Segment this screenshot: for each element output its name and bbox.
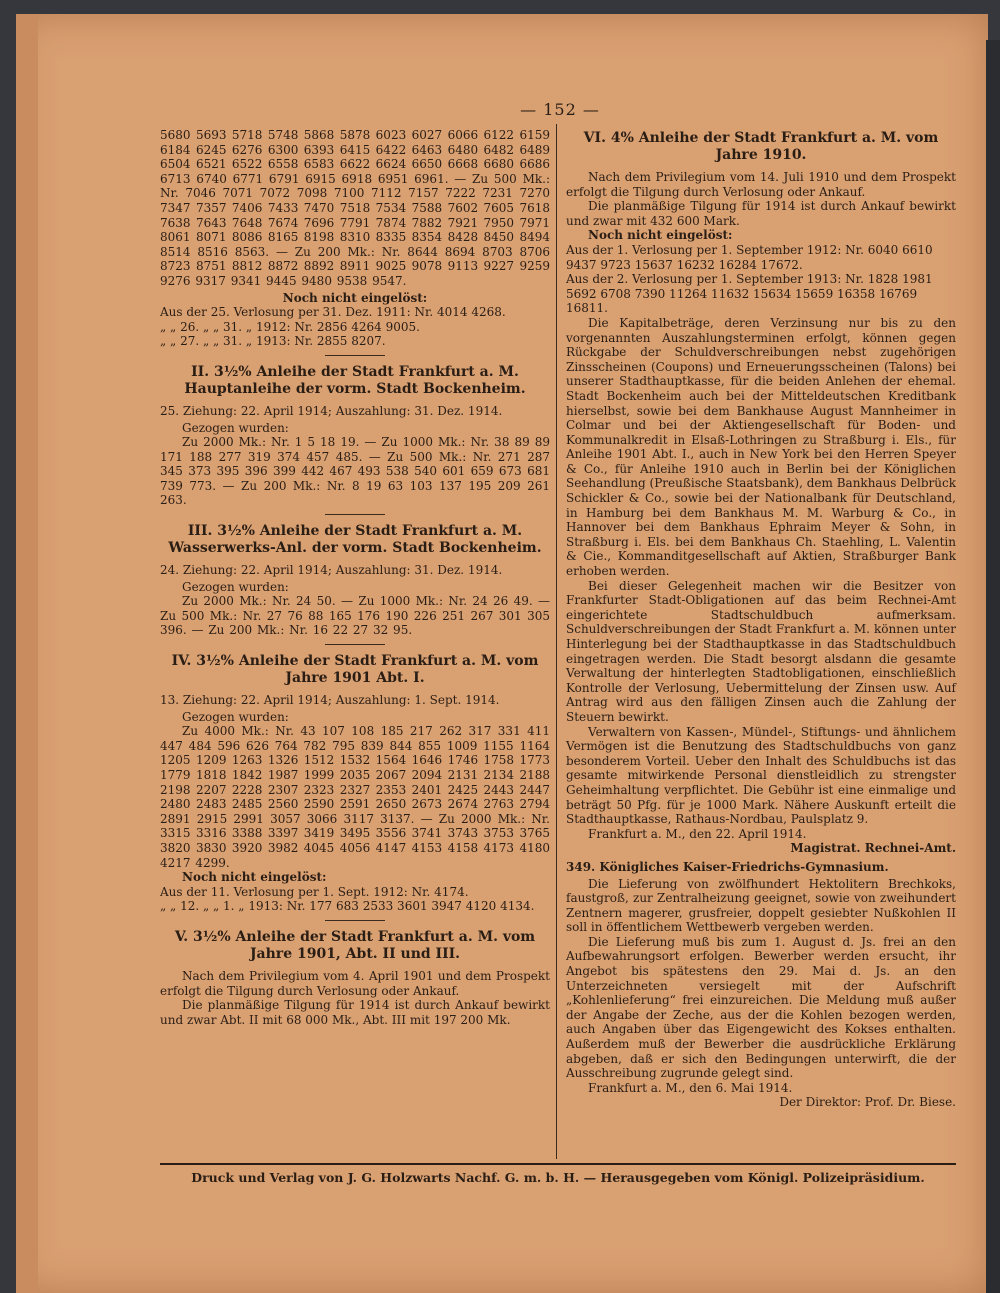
right-column: [566, 128, 956, 1110]
unredeemed-line: Aus der 2. Verlosung per 1. September 1913: Nr. 1828 1981 5692 6708 7390 11264 11632 15634 15659 16358 16769 16811.: [566, 272, 933, 316]
unredeemed-line: „ „ 26. „ „ 31. „ 1912: Nr. 2856 4264 9005.: [160, 319, 420, 334]
section-title: IV. 3½% Anleihe der Stadt Frankfurt a. M. vom Jahre 1901 Abt. I.: [171, 653, 539, 687]
section-divider: [325, 920, 385, 921]
page-edge: [16, 14, 38, 1293]
unredeemed-heading: Noch nicht eingelöst:: [282, 290, 428, 305]
paragraph: Verwaltern von Kassen-, Mündel-, Stiftungs- und ähnlichem Vermögen ist die Benutzung des Stadtschuldbuchs von ganz besonderem Vorteil. Ueber den Inhalt des Schuldbuchs ist das gesamte mitwirkende Personal dienstleidlich zu strengster Geheimhaltung verpflichtet. Die Gebühr ist eine einmalige und beträgt 50 Pfg. für je 1000 Mark. Nähere Auskunft erteilt die Stadthauptkasse, Rathaus-Nordbau, Paulsplatz 9.: [566, 724, 956, 827]
unredeemed-heading: Noch nicht eingelöst:: [588, 228, 733, 243]
section-title: III. 3½% Anleihe der Stadt Frankfurt a. M. Wasserwerks-Anl. der vorm. Stadt Bockenheim.: [168, 523, 542, 557]
unredeemed-line: Aus der 1. Verlosung per 1. September 1912: Nr. 6040 6610 9437 9723 15637 16232 16284 17672.: [566, 242, 933, 272]
unredeemed-heading: Noch nicht eingelöst:: [182, 870, 327, 885]
date-line: Frankfurt a. M., den 22. April 1914.: [588, 826, 807, 841]
drawn-label: Gezogen wurden:: [182, 579, 289, 594]
paragraph: Nach dem Privilegium vom 14. Juli 1910 und dem Prospekt erfolgt die Tilgung durch Verlosung oder Ankauf.: [566, 170, 956, 199]
unredeemed-line: „ „ 12. „ „ 1. „ 1913: Nr. 177 683 2533 3601 3947 4120 4134.: [160, 899, 535, 914]
drawing-info: 25. Ziehung: 22. April 1914; Auszahlung: 31. Dez. 1914.: [160, 403, 503, 418]
paragraph: Die Lieferung muß bis zum 1. August d. Js. frei an den Aufbewahrungsort erfolgen. Bewerber werden ersucht, ihr Angebot bis spätestens den 29. Mai d. Js. an den Unterzeichneten versiegelt mit der Aufschrift „Kohlenlieferung“ frei einzureichen. Die Meldung muß außer der Angabe der Zeche, aus der die Kohlen bezogen werden, auch Angaben über das Eigengewicht des Kokses enthalten. Außerdem muß der Bewerber die ausdrückliche Erklärung abgeben, daß er sich den Bedingungen unterwirft, die der Ausschreibung zugrunde gelegt sind.: [566, 934, 956, 1081]
footer-rule: [160, 1163, 956, 1165]
unredeemed-line: Aus der 11. Verlosung per 1. Sept. 1912: Nr. 4174.: [160, 884, 469, 899]
unredeemed-line: „ „ 27. „ „ 31. „ 1913: Nr. 2855 8207.: [160, 334, 386, 349]
signature: Magistrat. Rechnei-Amt.: [790, 841, 956, 856]
unredeemed-line: Aus der 25. Verlosung per 31. Dez. 1911: Nr. 4014 4268.: [160, 305, 506, 320]
paragraph: Die planmäßige Tilgung für 1914 ist durch Ankauf bewirkt und zwar Abt. II mit 68 000 Mk., Abt. III mit 197 200 Mk.: [160, 998, 550, 1027]
section-title: VI. 4% Anleihe der Stadt Frankfurt a. M. vom Jahre 1910.: [583, 130, 939, 163]
imprint-footer: Druck und Verlag von J. G. Holzwarts Nachf. G. m. b. H. — Herausgegeben vom Königl. Polizeipräsidium.: [191, 1170, 925, 1185]
drawing-info: 24. Ziehung: 22. April 1914; Auszahlung: 31. Dez. 1914.: [160, 563, 503, 578]
number-list: Zu 2000 Mk.: Nr. 24 50. — Zu 1000 Mk.: Nr. 24 26 49. — Zu 500 Mk.: Nr. 27 76 88 165 176 190 226 251 267 301 305 396. — Zu 200 Mk.: Nr. 16 22 27 32 95.: [160, 594, 550, 638]
page-number: — 152 —: [520, 100, 600, 119]
drawn-label: Gezogen wurden:: [182, 709, 289, 724]
signature: Der Direktor: Prof. Dr. Biese.: [779, 1095, 956, 1110]
number-list: Zu 2000 Mk.: Nr. 1 5 18 19. — Zu 1000 Mk.: Nr. 38 89 89 171 188 277 319 374 457 485. — Zu 500 Mk.: Nr. 271 287 345 373 395 396 399 442 467 493 538 540 601 659 673 681 739 773. — Zu 200 Mk.: Nr. 8 19 63 103 137 195 209 261 263.: [160, 435, 550, 508]
scanner-edge: [986, 40, 1000, 1293]
date-line: Frankfurt a. M., den 6. Mai 1914.: [588, 1080, 793, 1095]
section-divider: [325, 514, 385, 515]
number-list: Zu 4000 Mk.: Nr. 43 107 108 185 217 262 317 331 411 447 484 596 626 764 782 795 839 844 855 1009 1155 1164 1205 1209 1263 1326 1512 1532 1564 1646 1746 1758 1773 1779 1818 1842 1987 1999 2035 2067 2094 2131 2134 2188 2198 2207 2228 2307 2323 2327 2353 2401 2425 2443 2447 2480 2483 2485 2560 2590 2591 2650 2673 2674 2763 2794 2891 2915 2991 3057 3066 3117 3137. — Zu 2000 Mk.: Nr. 3315 3316 3388 3397 3419 3495 3556 3741 3743 3753 3765 3820 3830 3920 3982 4045 4056 4147 4153 4158 4173 4180 4217 4299.: [160, 724, 550, 870]
drawn-label: Gezogen wurden:: [182, 420, 289, 435]
section-divider: [325, 644, 385, 645]
paragraph: Die Lieferung von zwölfhundert Hektolitern Brechkoks, faustgroß, zur Zentralheizung geeignet, sowie von zweihundert Zentnern magerer, grusfreier, doppelt gesiebter Nußkohlen II soll in öffentlichem Wettbewerb vergeben werden.: [566, 876, 956, 935]
paragraph: Die Kapitalbeträge, deren Verzinsung nur bis zu den vorgenannten Auszahlungsterminen erfolgt, können gegen Rückgabe der Schuldverschreibungen nebst zugehörigen Zinsscheinen (Coupons) und Erneuerungsscheinen (Talons) bei unserer Stadthauptkasse, für die beiden Anlehen der ehemal. Stadt Bockenheim auch bei der Mitteldeutschen Kreditbank hierselbst, sowie bei dem Bankhause August Mannheimer in Colmar und bei der Aktiengesellschaft für Boden- und Kommunalkredit in Elsaß-Lothringen zu Straßburg i. Els., für Anleihe 1901 Abt. I., auch in New York bei den Herren Speyer & Co., für Anleihe 1910 auch in Berlin bei der Königlichen Seehandlung (Preußische Staatsbank), dem Bankhaus Delbrück Schickler & Co., sowie bei der Nationalbank für Deutschland, in Hamburg bei dem Bankhaus M. M. Warburg & Co., in Hannover bei dem Bankhaus Ephraim Meyer & Sohn, in Straßburg i. Els. bei dem Bankhaus Ch. Staehling, L. Valentin & Cie., Kommanditgesellschaft auf Aktien, Straßburger Bank erhoben werden.: [566, 315, 956, 579]
notice-heading: 349. Königliches Kaiser-Friedrichs-Gymnasium.: [566, 859, 889, 874]
paragraph: Nach dem Privilegium vom 4. April 1901 und dem Prospekt erfolgt die Tilgung durch Verlosung oder Ankauf.: [160, 968, 550, 998]
section-divider: [325, 355, 385, 356]
left-column: [160, 128, 550, 1027]
drawing-info: 13. Ziehung: 22. April 1914; Auszahlung: 1. Sept. 1914.: [160, 693, 500, 708]
section-title: V. 3½% Anleihe der Stadt Frankfurt a. M. vom Jahre 1901, Abt. II und III.: [174, 928, 536, 962]
number-list: 5680 5693 5718 5748 5868 5878 6023 6027 6066 6122 6159 6184 6245 6276 6300 6393 6415 6422 6463 6480 6482 6489 6504 6521 6522 6558 6583 6622 6624 6650 6668 6680 6686 6713 6740 6771 6791 6915 6918 6951 6961. — Zu 500 Mk.: Nr. 7046 7071 7072 7098 7100 7112 7157 7222 7231 7270 7347 7357 7406 7433 7470 7518 7534 7588 7602 7605 7618 7638 7643 7648 7674 7696 7791 7874 7882 7921 7950 7971 8061 8071 8086 8165 8198 8310 8335 8354 8428 8450 8494 8514 8516 8563. — Zu 200 Mk.: Nr. 8644 8694 8703 8706 8723 8751 8812 8872 8892 8911 9025 9078 9113 9227 9259 9276 9317 9341 9445 9480 9538 9547.: [160, 128, 550, 288]
section-title: II. 3½% Anleihe der Stadt Frankfurt a. M. Hauptanleihe der vorm. Stadt Bockenheim.: [184, 363, 526, 397]
paragraph: Bei dieser Gelegenheit machen wir die Besitzer von Frankfurter Stadt-Obligationen auf das beim Rechnei-Amt eingerichtete Stadtschuldbuch aufmerksam. Schuldverschreibungen der Stadt Frankfurt a. M. können unter Hinterlegung bei der Stadthauptkasse in das Stadtschuldbuch eingetragen werden. Die Stadt besorgt alsdann die gesamte Verwaltung der hinterlegten Stadtobligationen, einschließlich Kontrolle der Verlosung, Uebermittelung der Zinsen usw. Auf Antrag wird aus den fälligen Zinsen auch die Zahlung der Steuern bewirkt.: [566, 578, 956, 724]
column-divider: [556, 124, 557, 1159]
paragraph: Die planmäßige Tilgung für 1914 ist durch Ankauf bewirkt und zwar mit 432 600 Mark.: [566, 199, 956, 228]
